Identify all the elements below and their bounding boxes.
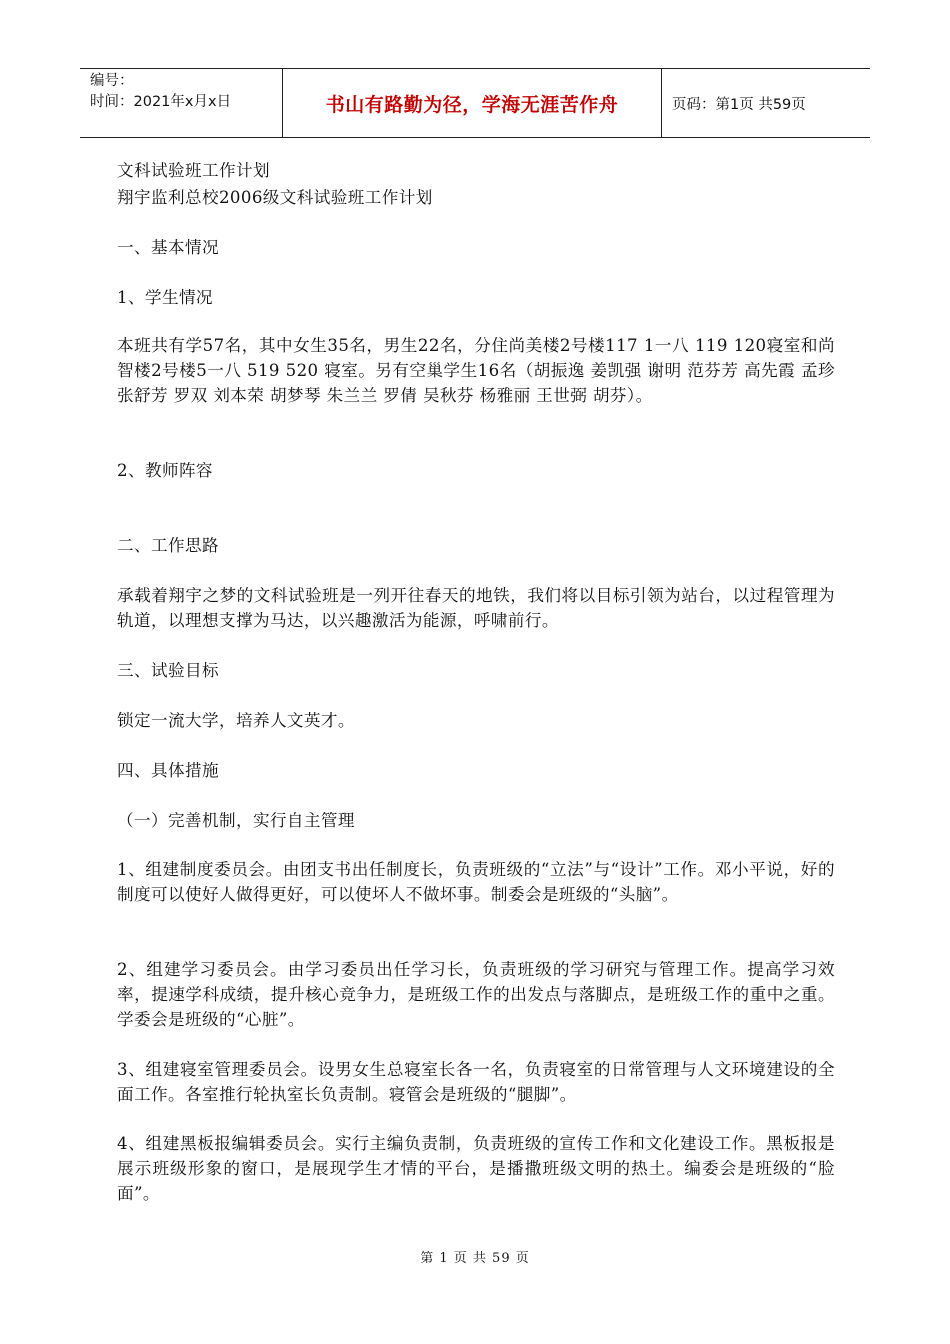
paragraph-students: 本班共有学57名，其中女生35名，男生22名，分住尚美楼2号楼117 1一八 119 120寝室和尚智楼2号楼5一八 519 520 寝室。另有空巢学生16名（胡振逸 姜凯强 谢明 范芬芳 高先霞 孟珍 张舒芳 罗双 刘本荣 胡梦琴 朱兰兰 罗倩 吴秋芬 杨雅丽 王世弼 胡芬）。 bbox=[117, 336, 835, 405]
paragraph-measure-2: 2、组建学习委员会。由学习委员出任学习长，负责班级的学习研究与管理工作。提高学习效率，提速学科成绩，提升核心竞争力，是班级工作的出发点与落脚点，是班级工作的重中之重。学委会是班级的“心脏”。 bbox=[117, 960, 835, 1029]
header-meta bbox=[80, 69, 282, 137]
paragraph-measure-4: 4、组建黑板报编辑委员会。实行主编负责制，负责班级的宣传工作和文化建设工作。黑板报是展示班级形象的窗口，是展现学生才情的平台，是播撒班级文明的热土。编委会是班级的“脸面”。 bbox=[117, 1134, 835, 1203]
subsection-heading: （一）完善机制，实行自主管理 bbox=[117, 811, 355, 830]
section-heading: 二、工作思路 bbox=[117, 536, 219, 555]
doc-title: 文科试验班工作计划 bbox=[117, 161, 270, 180]
header-motto-cell bbox=[282, 69, 662, 137]
section-heading: 一、基本情况 bbox=[117, 238, 219, 257]
number-label: 编号： bbox=[90, 73, 134, 89]
header-page-cell bbox=[662, 69, 870, 137]
motto: 书山有路勤为径，学海无涯苦作舟 bbox=[325, 93, 619, 116]
paragraph-measure-3: 3、组建寝室管理委员会。设男女生总寝室长各一名，负责寝室的日常管理与人文环境建设的全面工作。各室推行轮执室长负责制。寝管会是班级的“腿脚”。 bbox=[117, 1060, 835, 1104]
page-footer: 第 1 页 共 59 页 bbox=[420, 1251, 530, 1266]
paragraph-measure-1: 1、组建制度委员会。由团支书出任制度长，负责班级的“立法”与“设计”工作。邓小平说，好的制度可以使好人做得更好，可以使坏人不做坏事。制委会是班级的“头脑”。 bbox=[117, 860, 835, 904]
paragraph-idea: 承载着翔宇之梦的文科试验班是一列开往春天的地铁，我们将以目标引领为站台，以过程管理为轨道，以理想支撑为马达，以兴趣激活为能源，呼啸前行。 bbox=[117, 586, 835, 630]
section-heading: 四、具体措施 bbox=[117, 761, 219, 780]
subsection-heading: 1、学生情况 bbox=[117, 288, 213, 307]
paragraph-goal: 锁定一流大学，培养人文英才。 bbox=[117, 711, 355, 730]
document-header bbox=[80, 68, 870, 138]
page-info: 页码：第1页 共59页 bbox=[672, 96, 806, 113]
section-heading: 三、试验目标 bbox=[117, 661, 219, 680]
doc-subtitle: 翔宇监利总校2006级文科试验班工作计划 bbox=[117, 188, 433, 207]
time-label: 时间：2021年x月x日 bbox=[90, 94, 232, 110]
subsection-heading: 2、教师阵容 bbox=[117, 461, 213, 480]
